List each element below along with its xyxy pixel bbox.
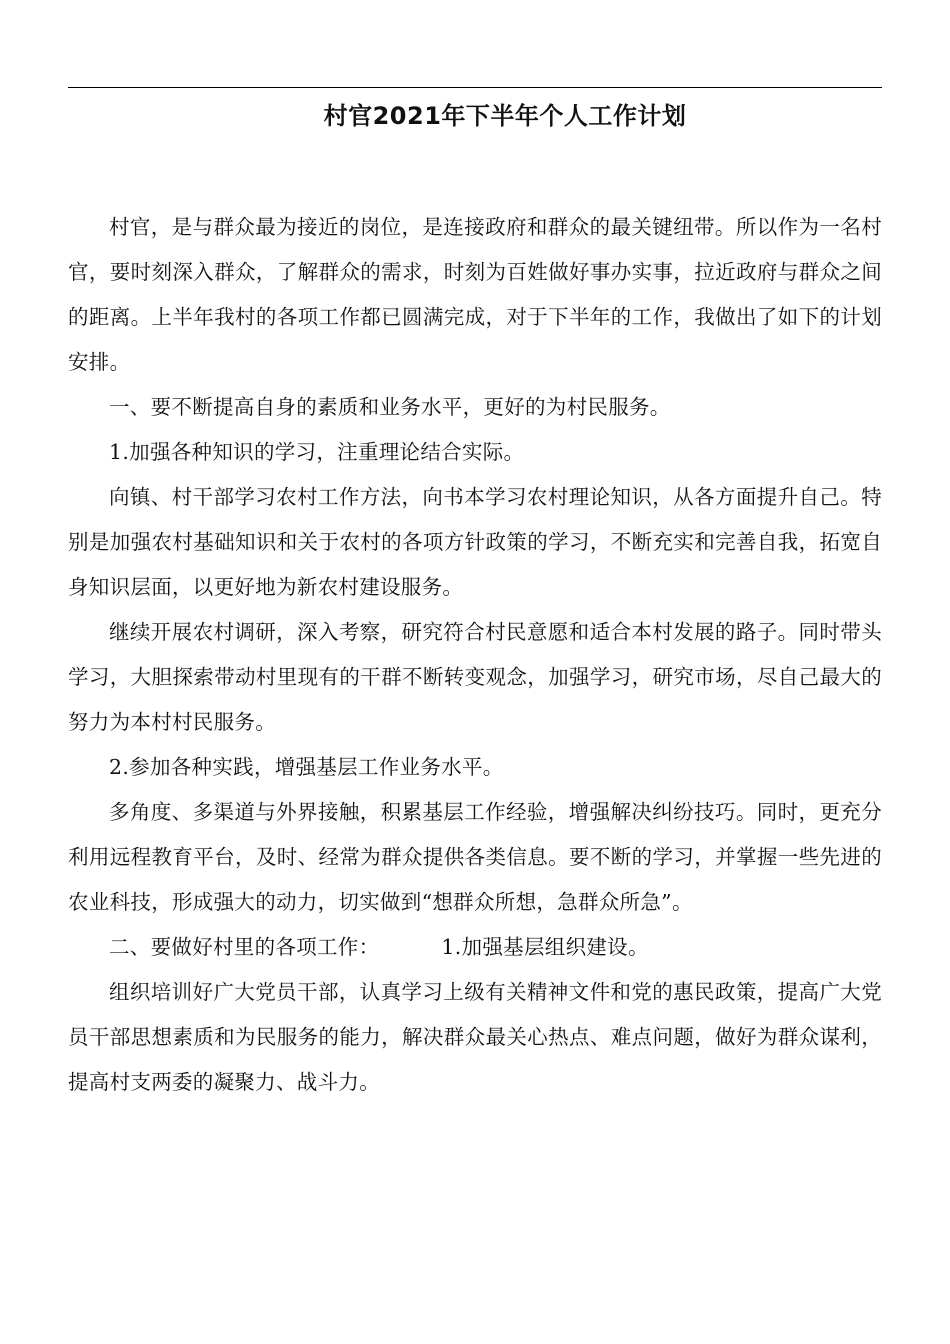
subsection-2-heading: 2.参加各种实践，增强基层工作业务水平。 <box>109 755 504 779</box>
study-paragraph: 向镇、村干部学习农村工作方法，向书本学习农村理论知识，从各方面提升自己。特别是加强农村基础知识和关于农村的各项方针政策的学习，不断充实和完善自我，拓宽自身知识层面，以更好地为新农村建设服务。 <box>68 485 882 599</box>
practice-paragraph: 多角度、多渠道与外界接触，积累基层工作经验，增强解决纠纷技巧。同时，更充分利用远程教育平台，及时、经常为群众提供各类信息。要不断的学习，并掌握一些先进的农业科技，形成强大的动力，切实做到“想群众所想，急群众所急”。 <box>68 800 882 914</box>
header-rule <box>68 87 882 88</box>
subsection-1-heading: 1.加强各种知识的学习，注重理论结合实际。 <box>109 440 525 464</box>
section-two-item: 1.加强基层组织建设。 <box>441 935 649 959</box>
intro-paragraph: 村官，是与群众最为接近的岗位，是连接政府和群众的最关键纽带。所以作为一名村官，要时刻深入群众，了解群众的需求，时刻为百姓做好事办实事，拉近政府与群众之间的距离。上半年我村的各项工作都已圆满完成，对于下半年的工作，我做出了如下的计划安排。 <box>68 215 882 374</box>
section-two-line <box>68 925 882 970</box>
research-paragraph: 继续开展农村调研，深入考察，研究符合村民意愿和适合本村发展的路子。同时带头学习，大胆探索带动村里现有的干群不断转变观念，加强学习，研究市场，尽自己最大的努力为本村村民服务。 <box>68 620 882 734</box>
section-one-heading: 一、要不断提高自身的素质和业务水平，更好的为村民服务。 <box>109 395 671 419</box>
document-body <box>68 205 882 1105</box>
document-title: 村官2021年下半年个人工作计划 <box>323 102 687 130</box>
organization-paragraph: 组织培训好广大党员干部，认真学习上级有关精神文件和党的惠民政策，提高广大党员干部思想素质和为民服务的能力，解决群众最关心热点、难点问题，做好为群众谋利，提高村支两委的凝聚力、战斗力。 <box>68 980 882 1094</box>
section-two-heading: 二、要做好村里的各项工作： <box>109 935 380 959</box>
